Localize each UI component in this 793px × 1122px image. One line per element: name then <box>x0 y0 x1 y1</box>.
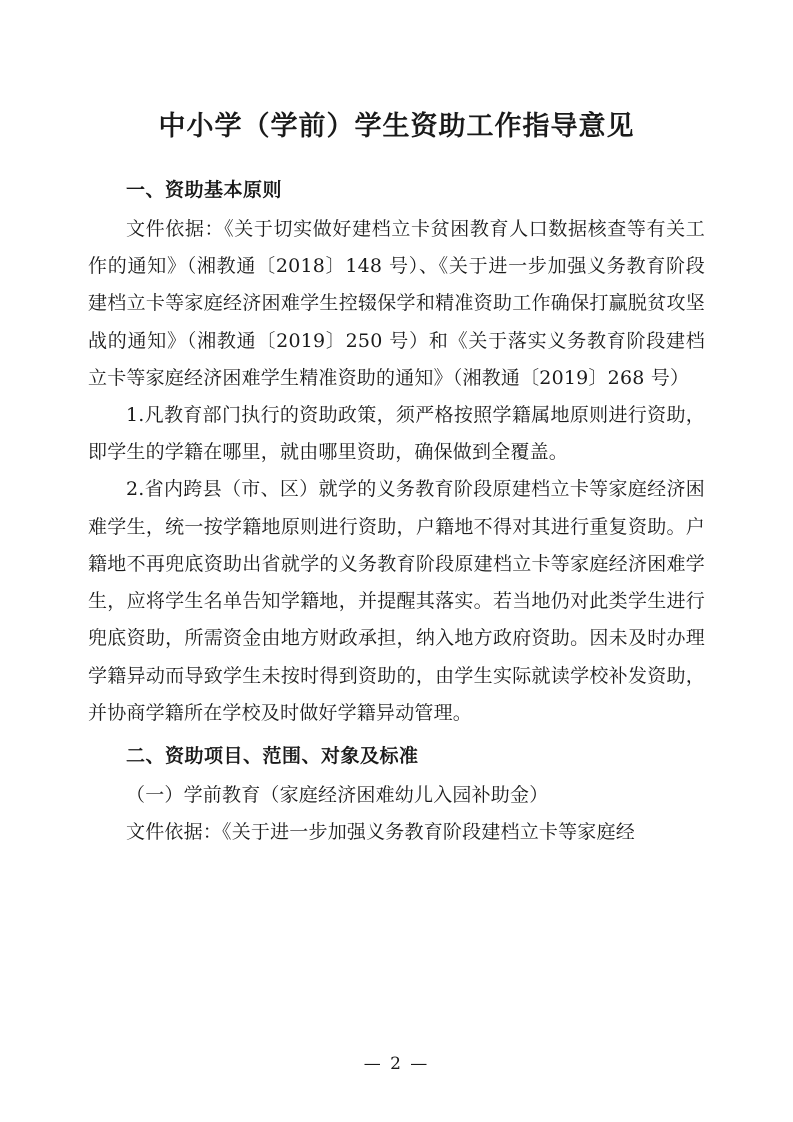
section-heading-principles: 一、资助基本原则 <box>126 178 283 201</box>
paragraph-item-2: 2.省内跨县（市、区）就学的义务教育阶段原建档立卡等家庭经济困难学生，统一按学籍地原则进行资助，户籍地不得对其进行重复资助。户籍地不再兜底资助出省就学的义务教育阶段原建档立卡等家庭经济困难学生，应将学生名单告知学籍地，并提醒其落实。若当地仍对此类学生进行兜底资助，所需资金由地方财政承担，纳入地方政府资助。因未及时办理学籍异动而导致学生未按时得到资助的，由学生实际就读学校补发资助，并协商学籍所在学校及时做好学籍异动管理。 <box>88 478 705 724</box>
paragraph-file-basis-continued: 文件依据：《关于进一步加强义务教育阶段建档立卡等家庭经 <box>126 821 635 844</box>
paragraph-subsection-preschool: （一）学前教育（家庭经济困难幼儿入园补助金） <box>126 784 549 807</box>
page-title: 中小学（学前）学生资助工作指导意见 <box>158 111 635 142</box>
page-number-footer: — 2 — <box>363 1054 430 1074</box>
section-heading-items-scope: 二、资助项目、范围、对象及标准 <box>126 745 419 768</box>
paragraph-item-1: 1.凡教育部门执行的资助政策，须严格按照学籍属地原则进行资助，即学生的学籍在哪里，就由哪里资助，确保做到全覆盖。 <box>88 404 705 464</box>
paragraph-file-basis: 文件依据：《关于切实做好建档立卡贫困教育人口数据核查等有关工作的通知》（湘教通〔2018〕148 号）、《关于进一步加强义务教育阶段建档立卡等家庭经济困难学生控辍保学和精准资助工作确保打赢脱贫攻坚战的通知》（湘教通〔2019〕250 号）和《关于落实义务教育阶段建档立卡等家庭经济困难学生精准资助的通知》（湘教通〔2019〕268 号） <box>88 217 705 389</box>
